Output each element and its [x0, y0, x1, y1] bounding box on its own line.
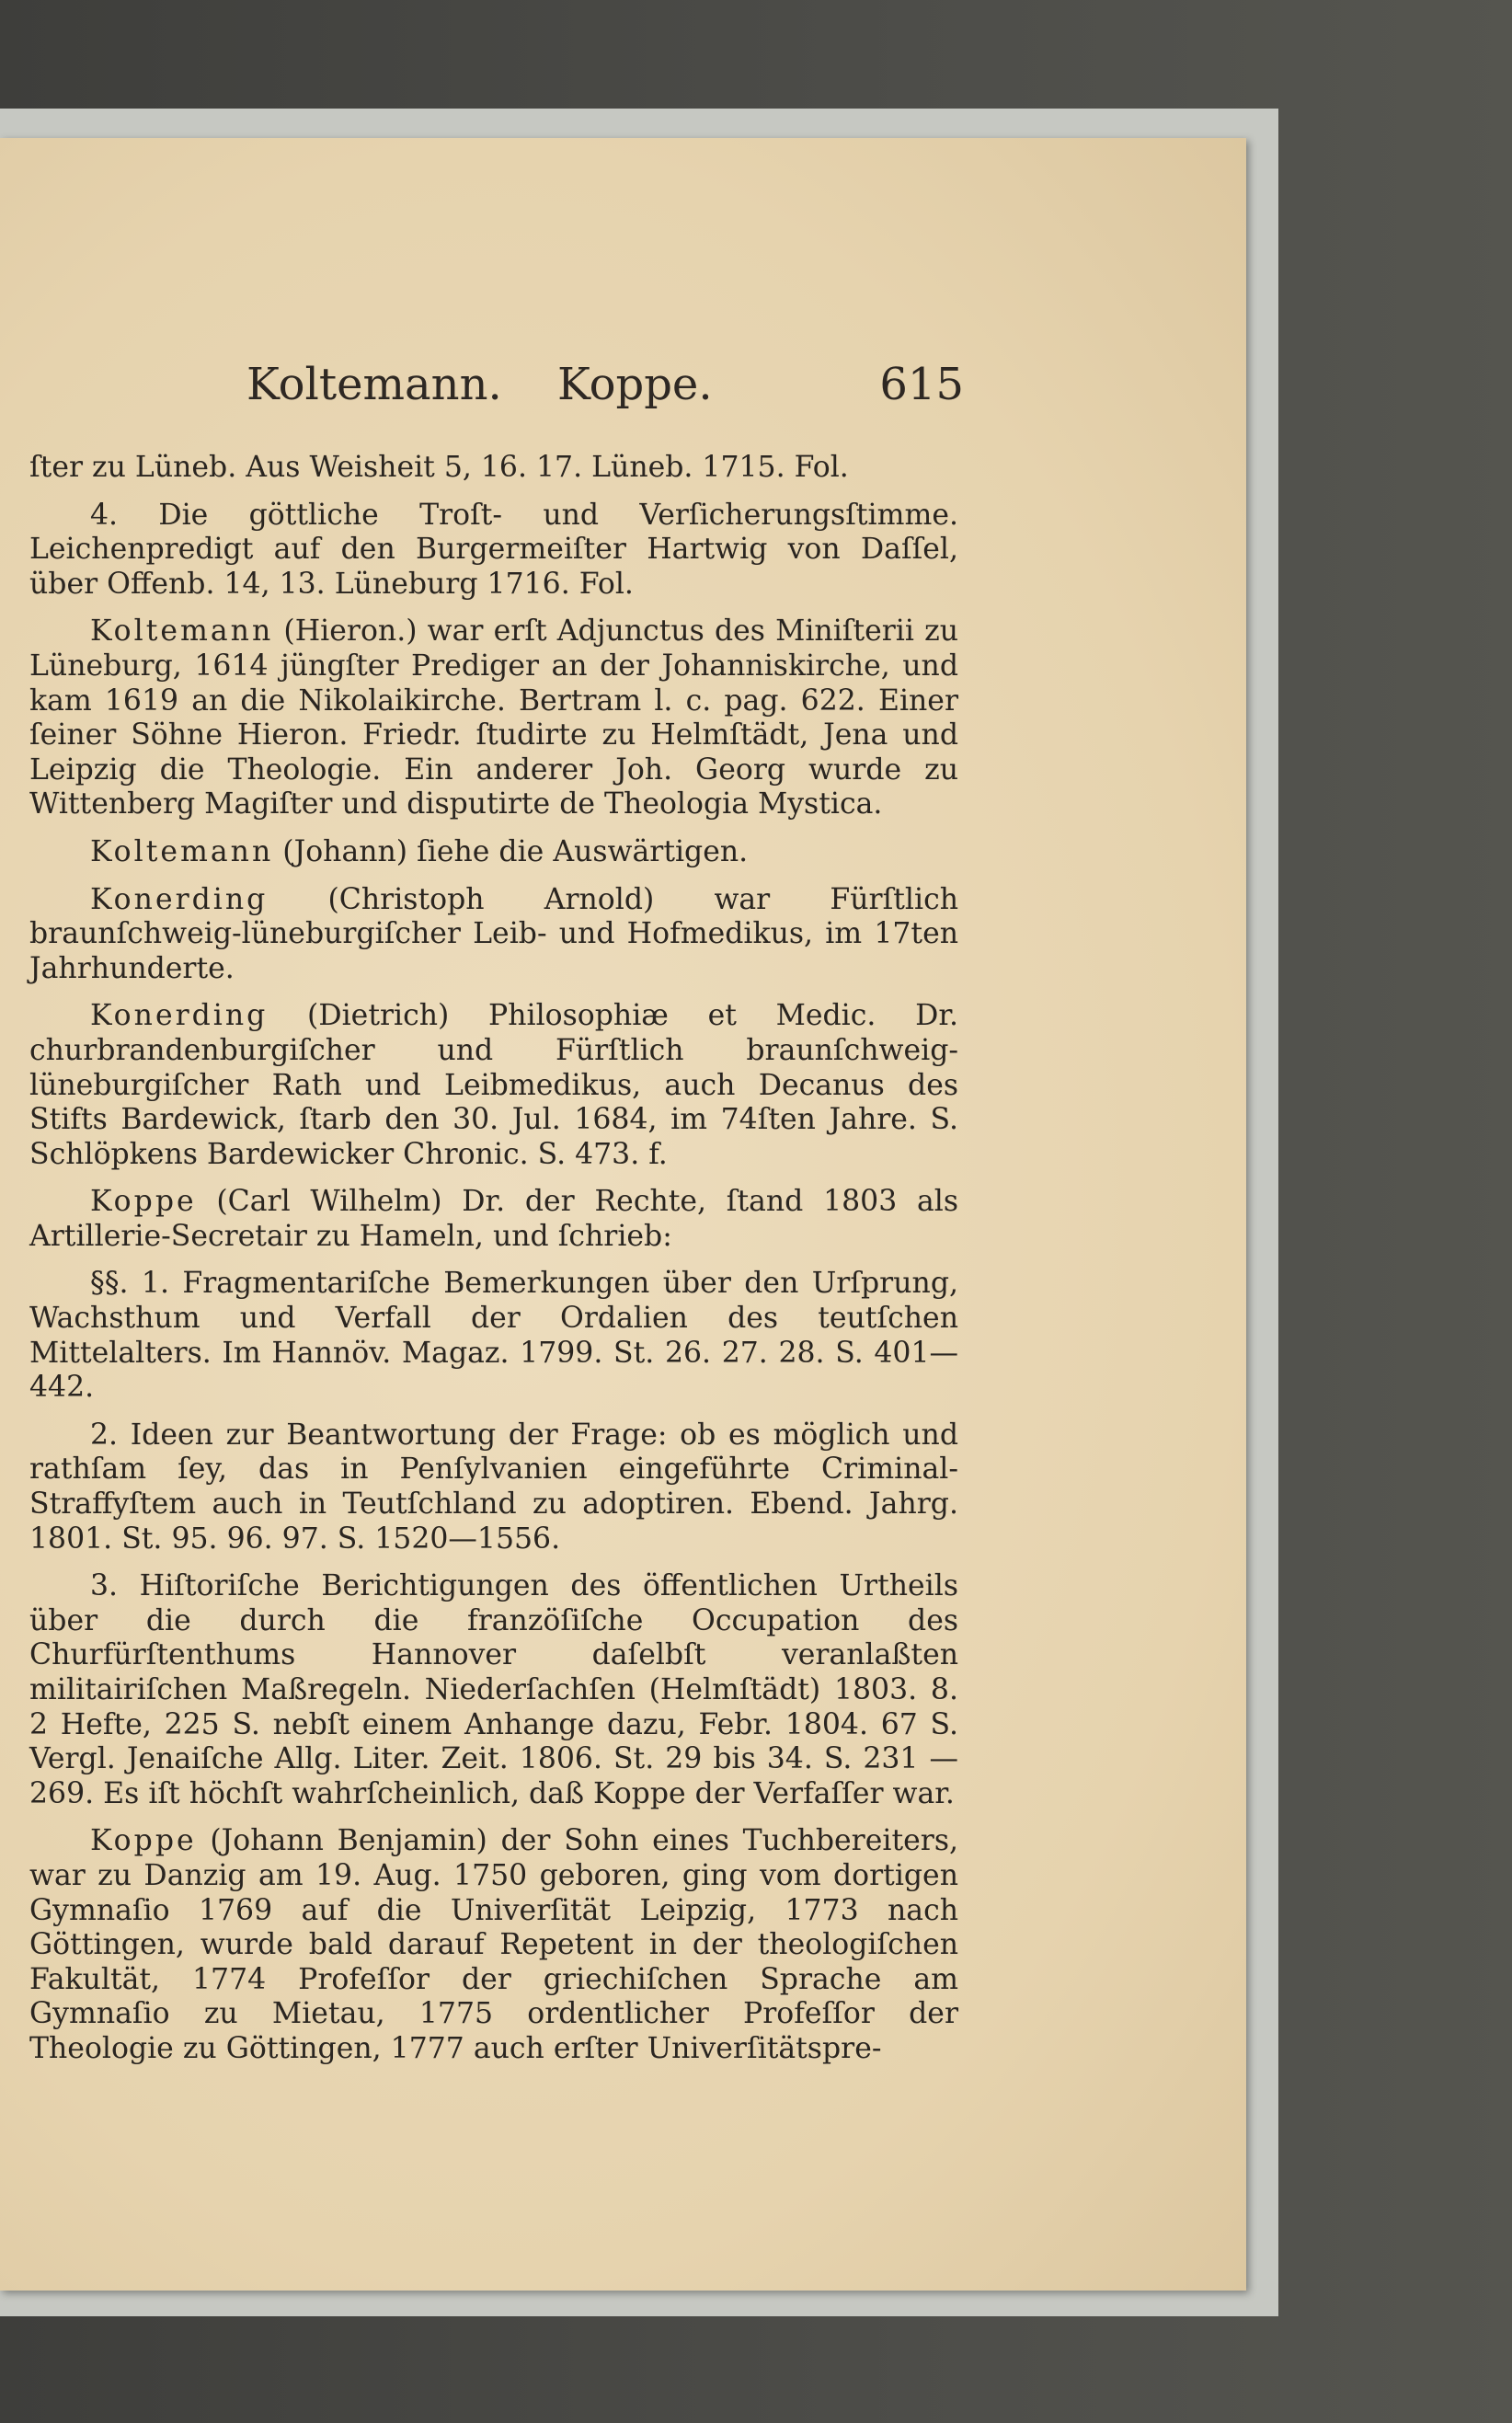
paragraph — [29, 451, 958, 486]
paragraph — [29, 1185, 958, 1254]
paragraph-text: (Johann) ſiehe die Auswärtigen. — [273, 834, 749, 868]
entry-name: Koppe — [90, 1185, 197, 1219]
entry-name: Konerding — [90, 882, 269, 916]
entry-name: Koltemann — [90, 834, 274, 868]
entry-name: Koltemann — [90, 614, 274, 649]
running-header — [246, 359, 964, 414]
paragraph — [29, 883, 958, 987]
paragraph — [29, 1267, 958, 1405]
paragraph-text: (Johann Benjamin) der Sohn eines Tuchbereiters, war zu Danzig am 19. Aug. 1750 geboren, ging vom dortigen Gymnaſio 1769 auf die Univerſität Leipzig, 1773 nach Göttingen, wurde bald darauf Repetent in der theologiſchen Fakultät, 1774 Profeſſor der griechiſchen Sprache am Gymnaſio zu Mietau, 1775 ordentlicher Profeſſor der Theologie zu Göttingen, 1777 auch erſter Univerſitätspre- — [29, 1824, 958, 2065]
paragraph-text: (Dietrich) Philosophiæ et Medic. Dr. churbrandenburgiſcher und Fürſtlich braunſchweig-lüneburgiſcher Rath und Leibmedikus, auch Decanus des Stifts Bardewick, ſtarb den 30. Jul. 1684, im 74ſten Jahre. S. Schlöpkens Bardewicker Chronic. S. 473. f. — [29, 999, 958, 1171]
book-page — [0, 138, 1246, 2291]
paragraph-text: §§. 1. Fragmentariſche Bemerkungen über den Urſprung, Wachsthum und Verfall der Ordalien des teutſchen Mittelalters. Im Hannöv. Magaz. 1799. St. 26. 27. 28. S. 401—442. — [29, 1267, 958, 1405]
page-body-text — [29, 451, 958, 2080]
paragraph-text: (Carl Wilhelm) Dr. der Rechte, ſtand 1803 als Artillerie-Secretair zu Hameln, und ſchrieb: — [29, 1185, 958, 1253]
paragraph-text: 3. Hiſtoriſche Berichtigungen des öffentlichen Urtheils über die durch die franzöſiſche Occupation des Churfürſtenthums Hannover daſelbſt veranlaßten militairiſchen Maßregeln. Niederſachſen (Helmſtädt) 1803. 8. 2 Hefte, 225 S. nebſt einem Anhange dazu, Febr. 1804. 67 S. Vergl. Jenaiſche Allg. Liter. Zeit. 1806. St. 29 bis 34. S. 231 — 269. Es iſt höchſt wahrſcheinlich, daß Koppe der Verfaſſer war. — [29, 1569, 958, 1810]
header-middle: Koppe. — [557, 359, 713, 410]
paragraph — [29, 1418, 958, 1556]
page-number: 615 — [879, 359, 964, 410]
paragraph-text: (Hieron.) war erſt Adjunctus des Miniſterii zu Lüneburg, 1614 jüngſter Prediger an der Johanniskirche, und kam 1619 an die Nikolaikirche. Bertram l. c. pag. 622. Einer ſeiner Söhne Hieron. Friedr. ſtudirte zu Helmſtädt, Jena und Leipzig die Theologie. Ein anderer Joh. Georg wurde zu Wittenberg Magiſter und disputirte de Theologia Mystica. — [29, 614, 958, 821]
paragraph — [29, 1824, 958, 2066]
paragraph-text: 4. Die göttliche Troſt- und Verſicherungsſtimme. Leichenpredigt auf den Burgermeiſter Hartwig von Daſſel, über Offenb. 14, 13. Lüneburg 1716. Fol. — [29, 498, 958, 601]
paragraph-text: 2. Ideen zur Beantwortung der Frage: ob es möglich und rathſam ſey, das in Penſylvanien eingeführte Criminal-Straffyſtem auch in Teutſchland zu adoptiren. Ebend. Jahrg. 1801. St. 95. 96. 97. S. 1520—1556. — [29, 1418, 958, 1556]
paragraph-text: ſter zu Lüneb. Aus Weisheit 5, 16. 17. Lüneb. 1715. Fol. — [29, 451, 849, 484]
paragraph — [29, 835, 958, 870]
entry-name: Koppe — [90, 1824, 197, 1858]
header-left: Koltemann. — [246, 359, 502, 410]
entry-name: Konerding — [90, 999, 269, 1033]
paragraph — [29, 1569, 958, 1811]
paragraph — [29, 614, 958, 822]
paragraph — [29, 999, 958, 1172]
paragraph-text: (Christoph Arnold) war Fürſtlich braunſchweig-lüneburgiſcher Leib- und Hofmedikus, im 17ten Jahrhunderte. — [29, 882, 958, 985]
paragraph — [29, 499, 958, 603]
